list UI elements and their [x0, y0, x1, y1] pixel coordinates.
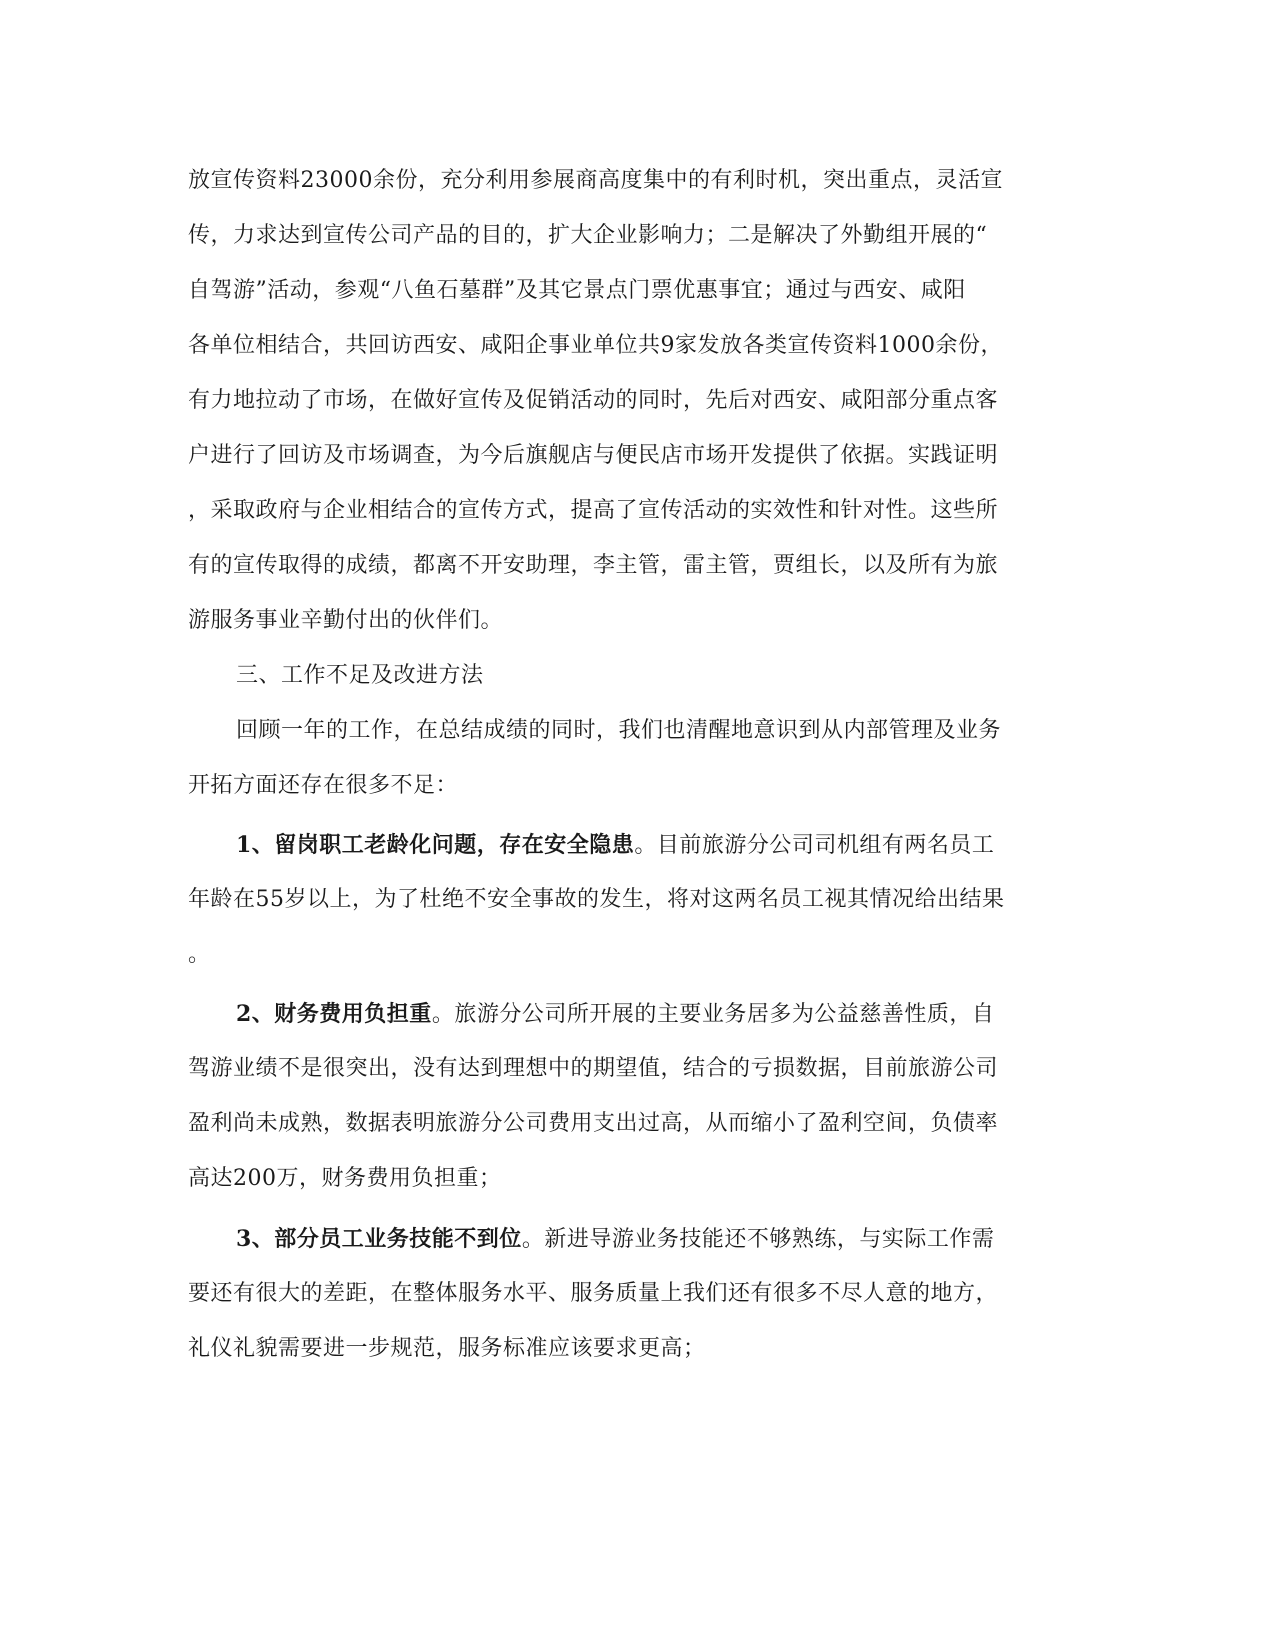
item-3-line: 礼仪礼貌需要进一步规范，服务标准应该要求更高； [188, 1336, 706, 1361]
item-2-title: 2、财务费用负担重 [236, 1001, 432, 1027]
paragraph-line: 自驾游”活动，参观“八鱼石墓群”及其它景点门票优惠事宜；通过与西安、咸阳 [188, 278, 966, 303]
paragraph-line: 游服务事业辛勤付出的伙伴们。 [188, 608, 504, 633]
paragraph-line: 有的宣传取得的成绩，都离不开安助理，李主管，雷主管，贾组长，以及所有为旅 [188, 553, 999, 578]
section-heading: 三、工作不足及改进方法 [236, 663, 484, 688]
intro-line: 回顾一年的工作，在总结成绩的同时，我们也清醒地意识到从内部管理及业务 [236, 718, 1002, 743]
item-1-line: 年龄在55岁以上，为了杜绝不安全事故的发生，将对这两名员工视其情况给出结果 [188, 887, 1005, 912]
item-3-title: 3、部分员工业务技能不到位 [236, 1226, 522, 1252]
intro-line: 开拓方面还存在很多不足： [188, 773, 459, 798]
item-1-first-line [236, 830, 994, 861]
paragraph-line: 放宣传资料23000余份，充分利用参展商高度集中的有利时机，突出重点，灵活宣 [188, 168, 1003, 193]
paragraph-line: 各单位相结合，共回访西安、咸阳企事业单位共9家发放各类宣传资料1000余份， [188, 333, 1003, 358]
item-2-first-line [236, 999, 994, 1030]
item-3-line: 要还有很大的差距，在整体服务水平、服务质量上我们还有很多不尽人意的地方， [188, 1281, 999, 1306]
item-1-title: 1、留岗职工老龄化问题，存在安全隐患 [236, 832, 635, 858]
paragraph-line: 户进行了回访及市场调查，为今后旗舰店与便民店市场开发提供了依据。实践证明 [188, 443, 999, 468]
item-2-text: 。旅游分公司所开展的主要业务居多为公益慈善性质，自 [431, 1002, 995, 1027]
item-1-text: 。目前旅游分公司司机组有两名员工 [634, 833, 995, 858]
item-3-first-line [236, 1224, 994, 1255]
paragraph-line: ，采取政府与企业相结合的宣传方式，提高了宣传活动的实效性和针对性。这些所 [188, 498, 999, 523]
item-2-line: 高达200万，财务费用负担重； [188, 1166, 502, 1191]
item-1-line: 。 [188, 942, 211, 967]
item-2-line: 盈利尚未成熟，数据表明旅游分公司费用支出过高，从而缩小了盈利空间，负债率 [188, 1111, 999, 1136]
item-2-line: 驾游业绩不是很突出，没有达到理想中的期望值，结合的亏损数据，目前旅游公司 [188, 1056, 999, 1081]
paragraph-line: 有力地拉动了市场，在做好宣传及促销活动的同时，先后对西安、咸阳部分重点客 [188, 388, 999, 413]
item-3-text: 。新进导游业务技能还不够熟练，与实际工作需 [521, 1227, 995, 1252]
paragraph-line: 传，力求达到宣传公司产品的目的，扩大企业影响力；二是解决了外勤组开展的“ [188, 223, 988, 248]
